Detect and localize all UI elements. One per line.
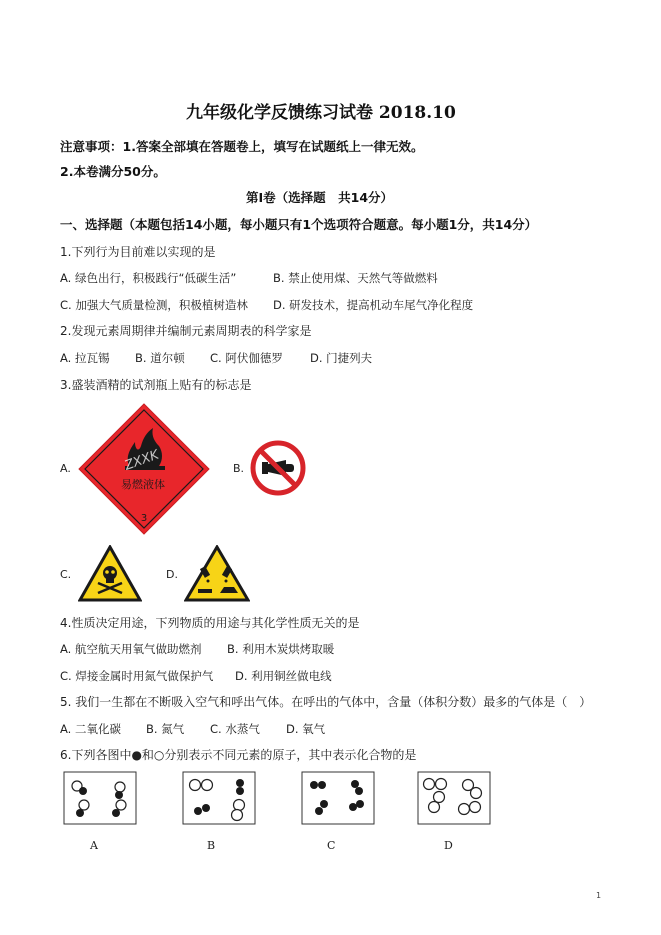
notes-line-1: 注意事项：1.答案全部填在答题卷上，填写在试题纸上一律无效。 <box>60 139 424 154</box>
q5-option-a: A. 二氧化碳 <box>60 722 121 736</box>
q4-option-d: D. 利用铜丝做电线 <box>235 669 332 683</box>
q2-stem: 2.发现元素周期律并编制元素周期表的科学家是 <box>60 324 312 338</box>
q6-stem: 6.下列各图中●和○分别表示不同元素的原子，其中表示化合物的是 <box>60 748 417 762</box>
q5-option-b: B. 氮气 <box>146 722 185 736</box>
q2-option-a: A. 拉瓦锡 <box>60 351 110 365</box>
q6-label-b: B <box>207 839 216 852</box>
q4-stem: 4.性质决定用途，下列物质的用途与其化学性质无关的是 <box>60 616 360 630</box>
q4-option-b: B. 利用木炭烘烤取暖 <box>227 642 335 656</box>
flammable-liquid-sign <box>77 402 211 536</box>
svg-text:易燃液体: 易燃液体 <box>121 478 165 491</box>
part-header: 一、选择题（本题包括14小题，每小题只有1个选项符合题意。每小题1分，共14分） <box>60 217 538 232</box>
molecule-box-b <box>182 771 256 825</box>
page-number: 1 <box>596 891 602 900</box>
q2-option-c: C. 阿伏伽德罗 <box>210 351 283 365</box>
section-title: 第Ⅰ卷（选择题 共14分） <box>246 190 394 205</box>
molecule-box-a <box>63 771 137 825</box>
q2-option-b: B. 道尔顿 <box>135 351 185 365</box>
q3-label-c: C. <box>60 568 72 581</box>
q6-label-c: C <box>327 839 336 852</box>
q3-label-b: B. <box>233 462 245 475</box>
q2-option-d: D. 门捷列夫 <box>310 351 373 365</box>
notes-line-2: 2.本卷满分50分。 <box>60 164 166 179</box>
q5-option-d: D. 氧气 <box>286 722 326 736</box>
q1-stem: 1.下列行为目前难以实现的是 <box>60 245 216 259</box>
molecule-box-c <box>301 771 375 825</box>
q5-option-c: C. 水蒸气 <box>210 722 260 736</box>
molecule-box-d <box>417 771 491 825</box>
no-horn-sign <box>250 440 306 496</box>
q1-option-c: C. 加强大气质量检测，积极植树造林 <box>60 298 248 312</box>
q3-stem: 3.盛装酒精的试剂瓶上贴有的标志是 <box>60 378 252 392</box>
q3-label-a: A. <box>60 462 71 475</box>
q1-option-a: A. 绿色出行，积极践行“低碳生活” <box>60 271 237 285</box>
q4-option-a: A. 航空航天用氧气做助燃剂 <box>60 642 202 656</box>
corrosive-substance-sign <box>184 545 250 603</box>
q1-option-d: D. 研发技术，提高机动车尾气净化程度 <box>273 298 474 312</box>
svg-text:ZXXK: ZXXK <box>122 447 161 474</box>
svg-text:3: 3 <box>140 513 148 524</box>
q6-label-d: D <box>444 839 453 852</box>
exam-title: 九年级化学反馈练习试卷 2018.10 <box>186 103 456 123</box>
toxic-substance-sign <box>78 545 142 603</box>
q3-label-d: D. <box>166 568 178 581</box>
q1-option-b: B. 禁止使用煤、天然气等做燃料 <box>273 271 438 285</box>
q6-label-a: A <box>90 839 98 852</box>
q4-option-c: C. 焊接金属时用氮气做保护气 <box>60 669 214 683</box>
q5-stem: 5. 我们一生都在不断吸入空气和呼出气体。在呼出的气体中，含量（体积分数）最多的气体是（ ） <box>60 695 592 709</box>
